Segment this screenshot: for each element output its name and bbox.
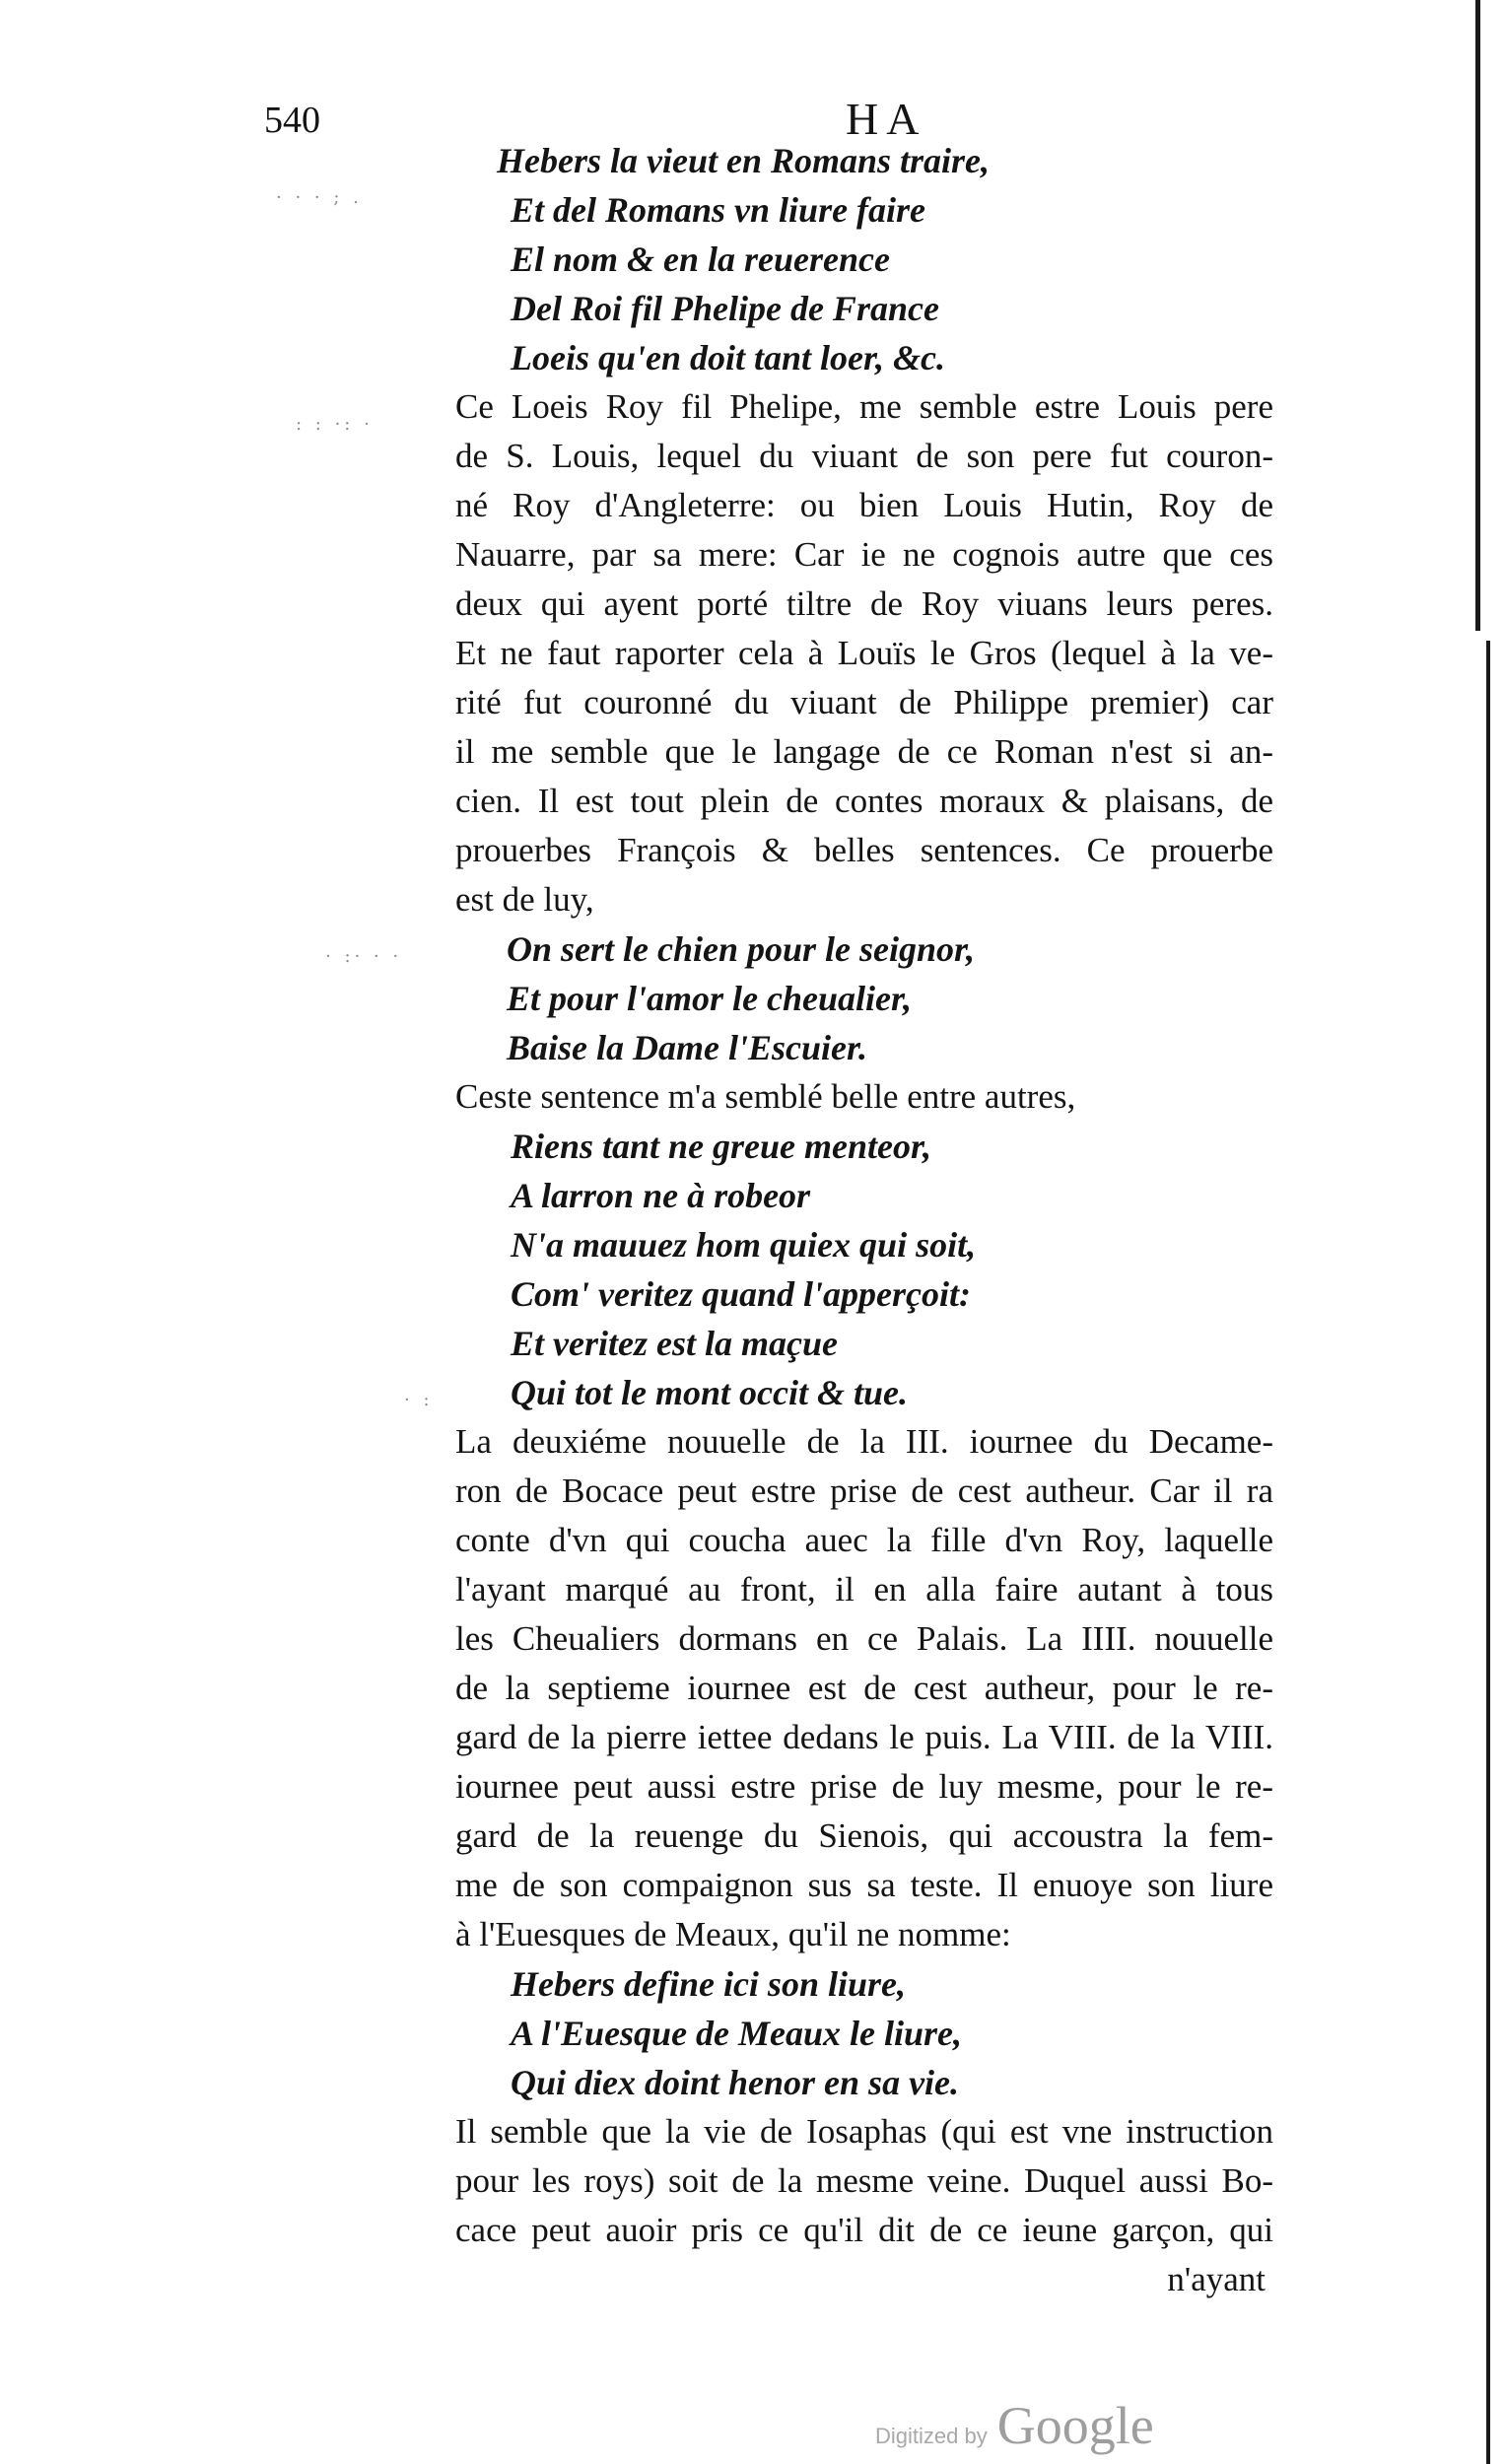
prose-line: il me semble que le langage de ce Roman n'est si an- — [455, 732, 1273, 771]
prose-line: iournee peut aussi estre prise de luy mesme, pour le re- — [455, 1767, 1273, 1806]
verse-line: N'a mauuez hom quiex qui soit, — [511, 1225, 977, 1265]
prose-line: pour les roys) soit de la mesme veine. Duquel aussi Bo- — [455, 2161, 1273, 2200]
verse-line: Baise la Dame l'Escuier. — [507, 1028, 868, 1067]
prose-line: La deuxiéme nouuelle de la III. iournee du Decame- — [455, 1422, 1273, 1461]
prose-line: Et ne faut raporter cela à Louïs le Gros (lequel à la ve- — [455, 634, 1273, 672]
verse-line: El nom & en la reuerence — [511, 240, 890, 279]
verse-line: Riens tant ne greue menteor, — [511, 1127, 932, 1166]
prose-line: cien. Il est tout plein de contes moraux & plaisans, de — [455, 782, 1273, 820]
catchword: n'ayant — [1167, 2260, 1266, 2298]
digitized-by-text: Digitized by — [875, 2424, 988, 2448]
page-number: 540 — [264, 100, 320, 141]
prose-line: cace peut auoir pris ce qu'il dit de ce ieune garçon, qui — [455, 2211, 1273, 2249]
prose-line: deux qui ayent porté tiltre de Roy viuans leurs peres. — [455, 584, 1273, 623]
main-text — [455, 136, 1273, 2304]
prose-line: Ce Loeis Roy fil Phelipe, me semble estre Louis pere — [455, 387, 1273, 426]
verse-line: A larron ne à robeor — [511, 1176, 811, 1215]
prose-line: prouerbes François & belles sentences. Ce prouerbe — [455, 831, 1273, 869]
prose-line: ron de Bocace peut estre prise de cest autheur. Car il ra — [455, 1472, 1273, 1510]
prose-line: né Roy d'Angleterre: ou bien Louis Hutin, Roy de — [455, 486, 1273, 524]
prose-line: conte d'vn qui coucha auec la fille d'vn Roy, laquelle — [455, 1521, 1273, 1559]
prose-line: les Cheualiers dormans en ce Palais. La IIII. nouuelle — [455, 1619, 1273, 1658]
prose-line: gard de la pierre iettee dedans le puis. La VIII. de la VIII. — [455, 1718, 1273, 1756]
verse-line: Hebers la vieut en Romans traire, — [497, 141, 991, 180]
prose-line: Nauarre, par sa mere: Car ie ne cognois autre que ces — [455, 535, 1273, 574]
verse-line: On sert le chien pour le seignor, — [507, 929, 976, 969]
verse-line: Qui diex doint henor en sa vie. — [511, 2063, 960, 2102]
prose-line: l'ayant marqué au front, il en alla faire autant à tous — [455, 1570, 1273, 1608]
prose-line: de S. Louis, lequel du viuant de son pere fut couron- — [455, 437, 1273, 475]
prose-line: Il semble que la vie de Iosaphas (qui est vne instruction — [455, 2112, 1273, 2151]
bleed-through-marks: · · · ; . — [276, 187, 363, 208]
verse-line: Et veritez est la maçue — [511, 1324, 838, 1363]
verse-line: Hebers define ici son liure, — [511, 1964, 906, 2004]
prose-line: Ceste sentence m'a semblé belle entre autres, — [455, 1077, 1076, 1116]
prose-line: est de luy, — [455, 880, 594, 919]
page-edge-shadow — [1475, 0, 1480, 631]
prose-line: rité fut couronné du viuant de Philippe premier) car — [455, 683, 1273, 721]
page-edge-shadow — [1486, 641, 1490, 2464]
verse-line: Et del Romans vn liure faire — [511, 190, 926, 230]
prose-line: de la septieme iournee est de cest autheur, pour le re- — [455, 1669, 1273, 1707]
verse-line: A l'Euesque de Meaux le liure, — [511, 2014, 963, 2053]
prose-line: gard de la reuenge du Sienois, qui accoustra la fem- — [455, 1816, 1273, 1855]
bleed-through-marks: : : ·: · — [296, 414, 374, 435]
digitized-watermark — [875, 2395, 1154, 2456]
google-logo: Google — [996, 2396, 1154, 2455]
prose-line: me de son compaignon sus sa teste. Il enuoye son liure — [455, 1866, 1273, 1904]
running-head: HA — [846, 94, 927, 144]
verse-line: Loeis qu'en doit tant loer, &c. — [511, 338, 946, 377]
prose-line: à l'Euesques de Meaux, qu'il ne nomme: — [455, 1915, 1011, 1953]
bleed-through-marks: · :· · · — [325, 946, 403, 967]
verse-line: Del Roi fil Phelipe de France — [511, 289, 939, 328]
verse-line: Et pour l'amor le cheualier, — [507, 979, 913, 1018]
verse-line: Qui tot le mont occit & tue. — [511, 1373, 908, 1412]
verse-line: Com' veritez quand l'apperçoit: — [511, 1274, 971, 1314]
bleed-through-marks: · : — [404, 1390, 434, 1410]
